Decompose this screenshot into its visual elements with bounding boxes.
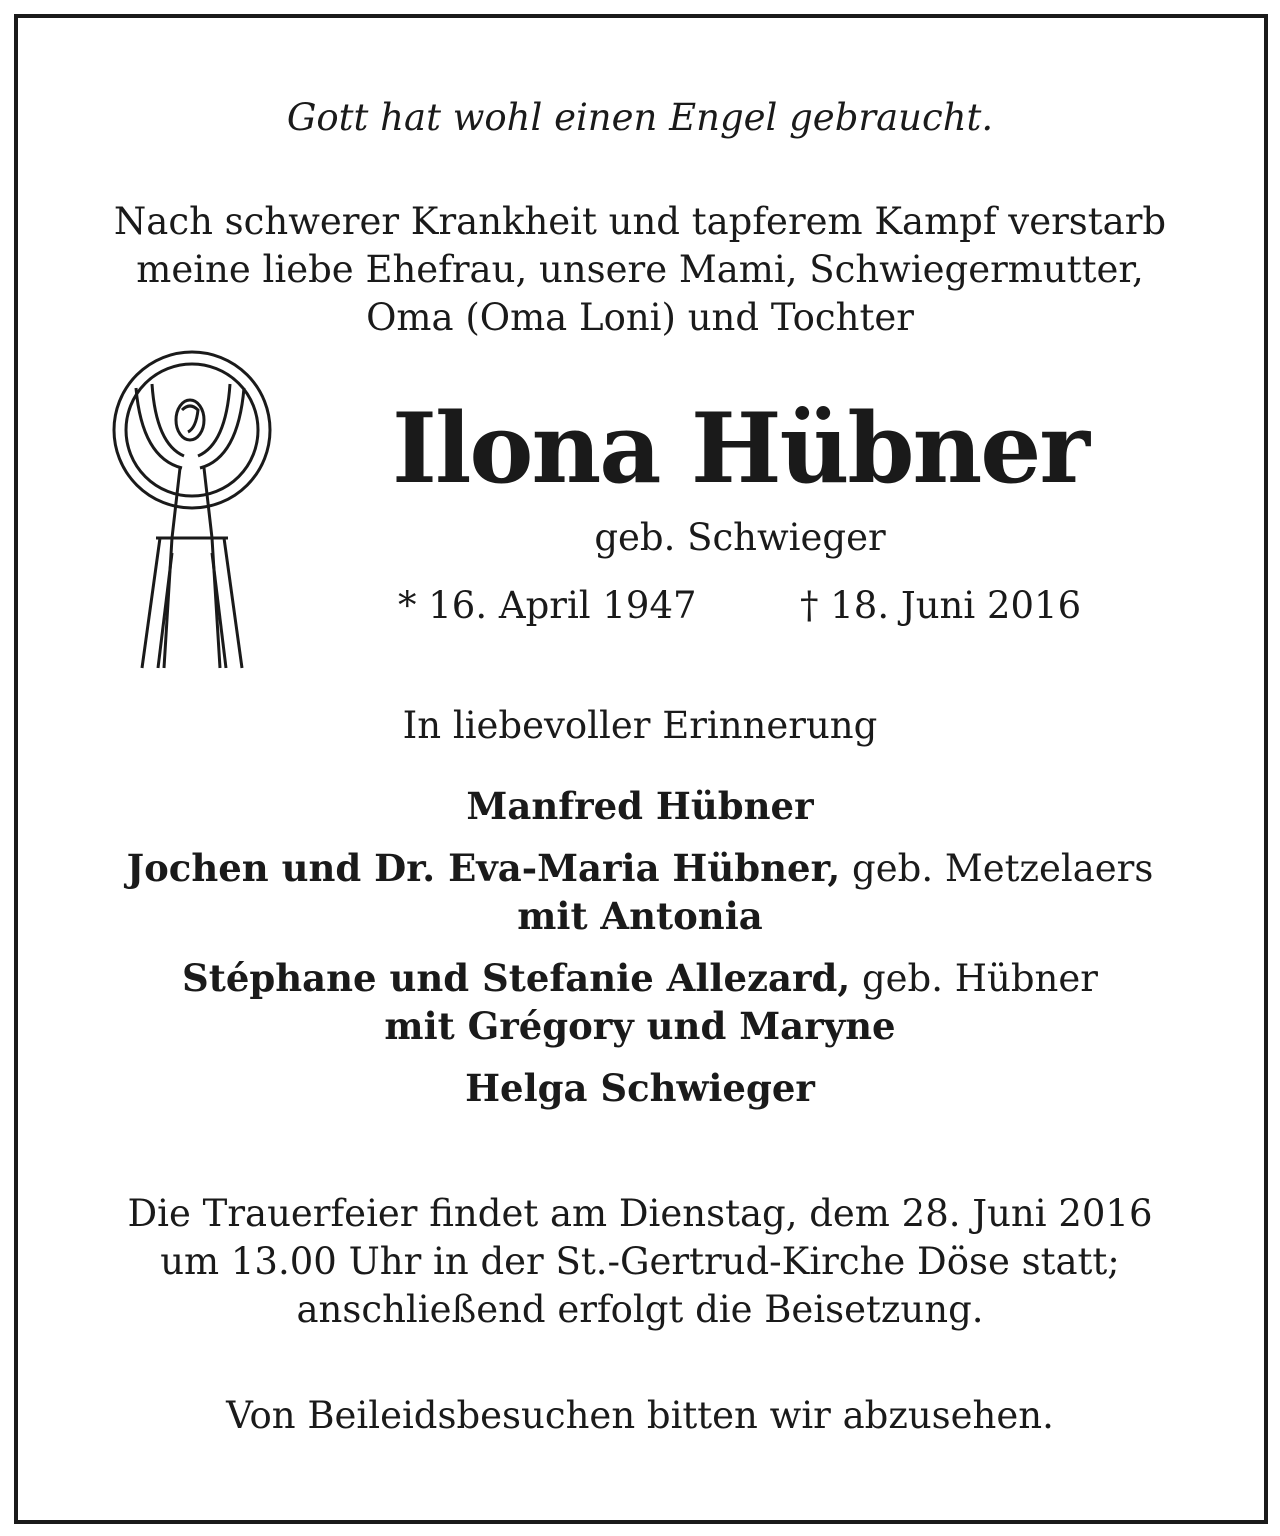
deceased-name: Ilona Hübner xyxy=(392,392,1088,505)
mourner-2-child: mit Antonia xyxy=(517,894,763,938)
intro-line-3: Oma (Oma Loni) und Tochter xyxy=(366,296,914,339)
mourner-1: Manfred Hübner xyxy=(466,784,814,828)
service-line-3: anschließend erfolgt die Beisetzung. xyxy=(296,1288,984,1331)
service-line-2: um 13.00 Uhr in der St.-Gertrud-Kirche Döse statt; xyxy=(160,1240,1120,1283)
mourner-2-names: Jochen und Dr. Eva-Maria Hübner, xyxy=(126,846,841,890)
motto: Gott hat wohl einen Engel gebraucht. xyxy=(286,96,994,139)
intro-line-1: Nach schwerer Krankheit und tapferem Kampf verstarb xyxy=(113,200,1167,243)
remembrance: In liebevoller Erinnerung xyxy=(402,704,878,747)
intro-line-2: meine liebe Ehefrau, unsere Mami, Schwiegermutter, xyxy=(136,248,1144,291)
birth-date: * 16. April 1947 xyxy=(398,584,697,627)
mourner-2-birth-name: geb. Metzelaers xyxy=(840,847,1154,890)
angel-in-circle-icon xyxy=(112,348,282,678)
service-line-1: Die Trauerfeier findet am Dienstag, dem 28. Juni 2016 xyxy=(127,1192,1153,1235)
mourner-2 xyxy=(0,846,1280,890)
mourner-4: Helga Schwieger xyxy=(465,1066,815,1110)
mourner-3-children: mit Grégory und Maryne xyxy=(384,1004,896,1048)
death-date: † 18. Juni 2016 xyxy=(800,584,1082,627)
birth-name: geb. Schwieger xyxy=(594,516,886,559)
closing-note: Von Beileidsbesuchen bitten wir abzusehen. xyxy=(226,1394,1054,1437)
mourner-3 xyxy=(0,956,1280,1000)
mourner-3-names: Stéphane und Stefanie Allezard, xyxy=(182,956,851,1000)
mourner-3-birth-name: geb. Hübner xyxy=(850,957,1098,1000)
